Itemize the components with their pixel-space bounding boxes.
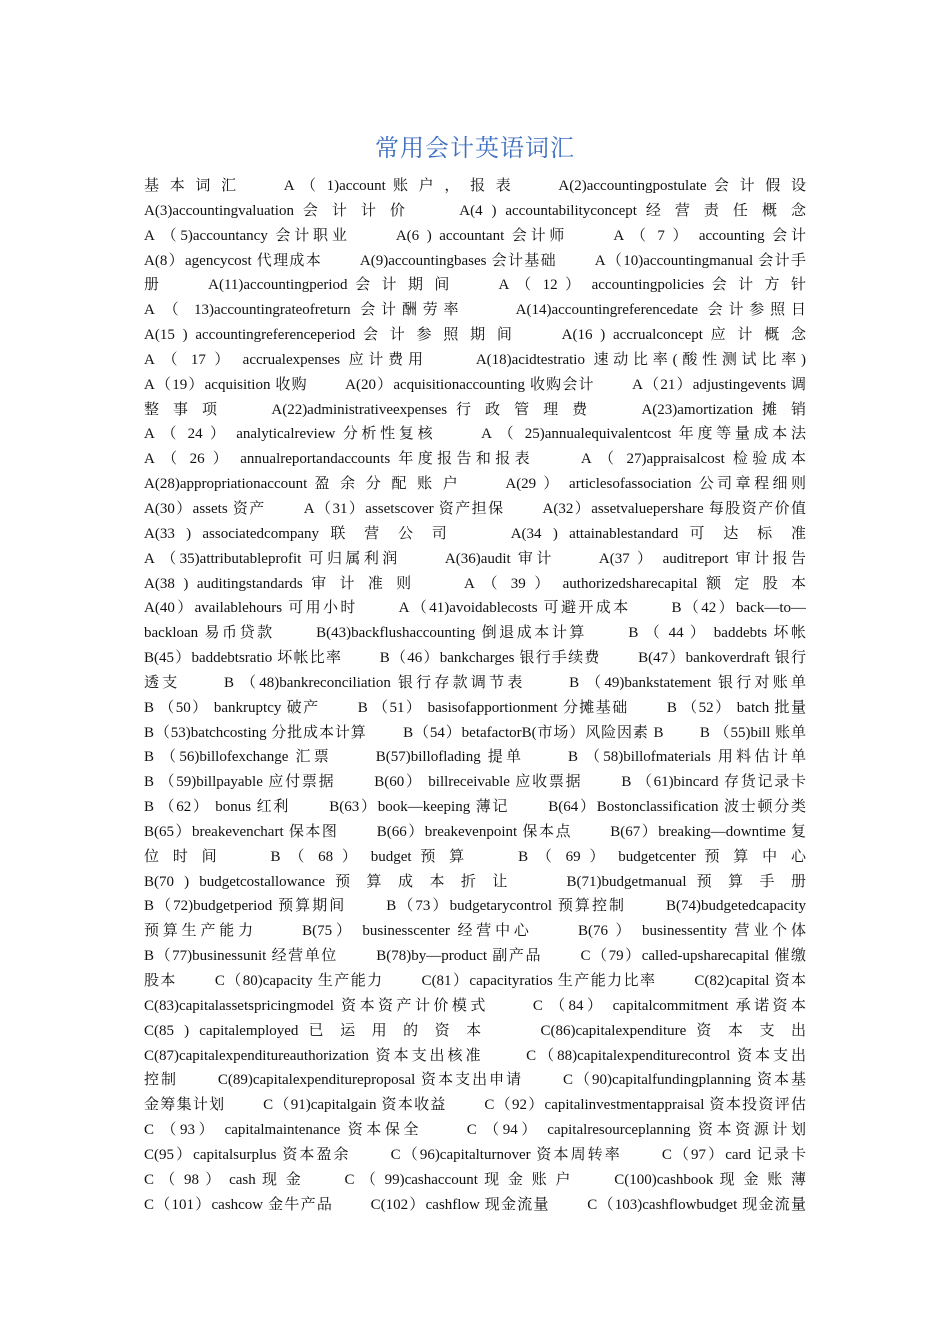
text-line: A（19）acquisition 收购 A(20）acquisitionaccounting 收购会计 A（21）adjustingevents 调: [144, 376, 806, 393]
text-line: A(30）assets 资产 A（31）assetscover 资产担保 A(32）assetvaluepershare 每股资产价值: [144, 500, 806, 517]
text-line: B（77)businessunit 经营单位 B(78)by—product 副产品 C（79）called-upsharecapital 催缴: [144, 948, 806, 965]
text-line: C(95）capitalsurplus 资本盈余 C（96)capitalturnover 资本周转率 C（97）card 记录卡: [144, 1146, 806, 1163]
text-line: A(15 ) accountingreferenceperiod 会 计 参 照 期 间 A(16 ) accrualconcept 应 计 概 念: [144, 327, 806, 344]
text-line: A （5)accountancy 会计职业 A(6 ) accountant 会计师 A （ 7 ） accounting 会计: [144, 227, 806, 244]
text-line: B （56)billofexchange 汇票 B(57)billoflading 提单 B （58)billofmaterials 用料估计单: [144, 749, 806, 766]
text-line: 股本 C（80)capacity 生产能力 C(81）capacityratios 生产能力比率 C(82)capital 资本: [144, 973, 806, 989]
text-line: A （ 13)accountingrateofreturn 会计酬劳率 A(14)accountingreferencedate 会计参照日: [144, 302, 806, 319]
text-line: C （ 98 ） cash 现 金 C （ 99)cashaccount 现 金 账 户 C(100)cashbook 现 金 账 薄: [144, 1171, 806, 1188]
text-line: A(33 ) associatedcompany 联 营 公 司 A(34 ) attainablestandard 可 达 标 准: [144, 525, 806, 542]
text-line: B（72)budgetperiod 预算期间 B（73）budgetarycontrol 预算控制 B(74)budgetedcapacity: [144, 898, 806, 915]
text-line: backloan 易币贷款 B(43)backflushaccounting 倒退成本计算 B （ 44 ） baddebts 坏帐: [144, 625, 806, 642]
text-line: A （ 24 ） analyticalreview 分析性复核 A （ 25)annualequivalentcost 年度等量成本法: [144, 426, 806, 443]
text-line: C(83)capitalassetspricingmodel 资本资产计价模式 C （84） capitalcommitment 承诺资本: [144, 997, 806, 1014]
text-line: 控制 C(89)capitalexpenditureproposal 资本支出申请 C（90)capitalfundingplanning 资本基: [144, 1072, 806, 1089]
text-line: 金筹集计划 C（91)capitalgain 资本收益 C（92）capitalinvestmentappraisal 资本投资评估: [144, 1097, 806, 1114]
document-title: 常用会计英语词汇: [375, 134, 575, 162]
text-line: B （50） bankruptcy 破产 B （51） basisofapportionment 分摊基础 B （52） batch 批量: [144, 699, 806, 716]
text-line: 预算生产能力 B(75） businesscenter 经营中心 B(76 ） businessentity 营业个体: [144, 923, 806, 940]
text-line: C(85 ) capitalemployed 已 运 用 的 资 本 C(86)capitalexpenditure 资 本 支 出: [144, 1022, 806, 1039]
vocabulary-body: [144, 174, 806, 1217]
text-line: A(8）agencycost 代理成本 A(9)accountingbases 会计基础 A（10)accountingmanual 会计手: [144, 252, 806, 269]
text-line: C（101）cashcow 金牛产品 C(102）cashflow 现金流量 C（103)cashflowbudget 现金流量: [144, 1196, 806, 1213]
text-line: B(70 ) budgetcostallowance 预 算 成 本 折 让 B(71)budgetmanual 预 算 手 册: [144, 873, 806, 890]
text-line: A （ 26 ） annualreportandaccounts 年度报告和报表 A （ 27)appraisalcost 检验成本: [144, 451, 806, 468]
text-line: 册 A(11)accountingperiod 会 计 期 间 A （ 12 ） accountingpolicies 会 计 方 针: [144, 277, 806, 294]
text-line: A(3)accountingvaluation 会 计 计 价 A(4 ) accountabilityconcept 经 营 责 任 概 念: [144, 202, 806, 219]
text-line: A(28)appropriationaccount 盈 余 分 配 账 户 A(29 ） articlesofassociation 公司章程细则: [144, 476, 806, 493]
text-line: B(45）baddebtsratio 坏帐比率 B（46）bankcharges 银行手续费 B(47）bankoverdraft 银行: [144, 650, 806, 667]
text-line: B （62） bonus 红利 B(63）book—keeping 薄记 B(64）Bostonclassification 波士顿分类: [144, 799, 806, 816]
text-line: A （35)attributableprofit 可归属利润 A(36)audit 审计 A(37 ） auditreport 审计报告: [144, 550, 806, 567]
text-line: B(65）breakevenchart 保本图 B(66）breakevenpoint 保本点 B(67）breaking—downtime 复: [144, 823, 806, 840]
text-line: B（53)batchcosting 分批成本计算 B（54）betafactorB(市场）风险因素 B B （55)bill 账单: [144, 724, 806, 741]
text-line: 透支 B （48)bankreconciliation 银行存款调节表 B （49)bankstatement 银行对账单: [144, 674, 806, 691]
text-line: B （59)billpayable 应付票据 B(60） billreceivable 应收票据 B （61)bincard 存货记录卡: [144, 774, 806, 791]
text-line: C （93） capitalmaintenance 资本保全 C （94） capitalresourceplanning 资本资源计划: [144, 1122, 806, 1139]
text-line: A(38 ) auditingstandards 审 计 准 则 A （ 39 ） authorizedsharecapital 额 定 股 本: [144, 575, 806, 592]
text-line: 基 本 词 汇 A （ 1)account 账 户 ， 报 表 A(2)accountingpostulate 会 计 假 设: [144, 178, 806, 194]
text-line: C(87)capitalexpenditureauthorization 资本支出核准 C（88)capitalexpenditurecontrol 资本支出: [144, 1047, 806, 1064]
text-line: A （ 17 ） accrualexpenses 应计费用 A(18)acidtestratio 速动比率(酸性测试比率): [144, 351, 806, 368]
text-line: 位 时 间 B （ 68 ） budget 预 算 B （ 69 ） budgetcenter 预 算 中 心: [144, 848, 806, 865]
text-line: 整 事 项 A(22)administrativeexpenses 行 政 管 理 费 A(23)amortization 摊 销: [144, 401, 806, 418]
text-line: A(40）availablehours 可用小时 A（41)avoidablecosts 可避开成本 B（42）back—to—: [144, 600, 806, 617]
